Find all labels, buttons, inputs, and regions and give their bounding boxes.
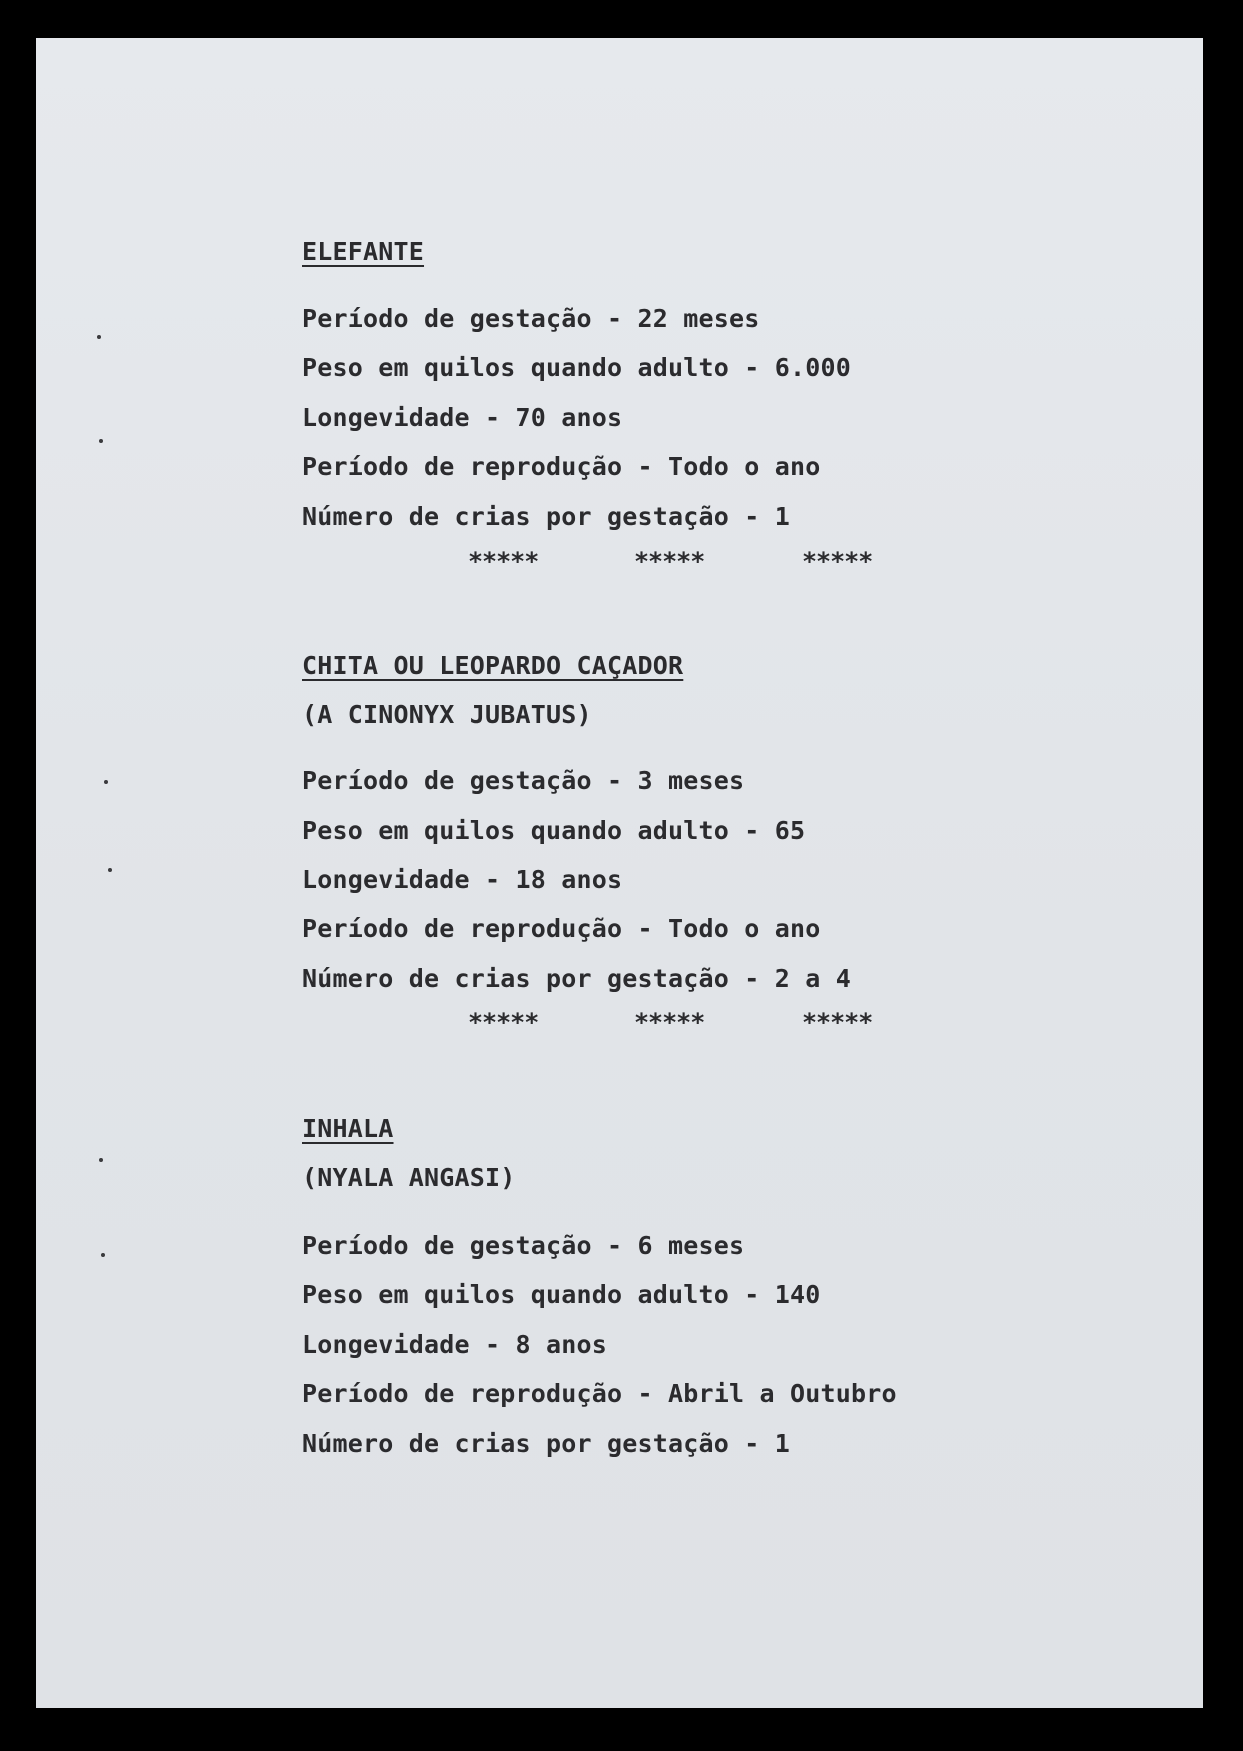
fact-weight: Peso em quilos quando adulto - 65 xyxy=(302,816,806,845)
fact-offspring: Número de crias por gestação - 1 xyxy=(302,1429,791,1458)
section-subtitle-inhala: (NYALA ANGASI) xyxy=(302,1163,516,1192)
star-group: ***** xyxy=(468,547,539,576)
fact-gestation: Período de gestação - 6 meses xyxy=(302,1231,745,1260)
star-group: ***** xyxy=(468,1008,539,1037)
fact-longevity: Longevidade - 18 anos xyxy=(302,865,623,894)
fact-reproduction: Período de reprodução - Abril a Outubro xyxy=(302,1379,897,1408)
margin-speck xyxy=(99,1158,103,1162)
section-title-chita: CHITA OU LEOPARDO CAÇADOR xyxy=(302,651,684,680)
fact-gestation: Período de gestação - 3 meses xyxy=(302,766,745,795)
section-title-inhala: INHALA xyxy=(302,1114,394,1143)
fact-reproduction: Período de reprodução - Todo o ano xyxy=(302,452,821,481)
star-group: ***** xyxy=(802,1008,873,1037)
margin-speck xyxy=(104,780,108,784)
margin-speck xyxy=(101,1253,105,1257)
section-title-elefante: ELEFANTE xyxy=(302,237,425,266)
star-group: ***** xyxy=(634,547,705,576)
fact-reproduction: Período de reprodução - Todo o ano xyxy=(302,914,821,943)
fact-offspring: Número de crias por gestação - 2 a 4 xyxy=(302,964,852,993)
margin-speck xyxy=(99,439,103,443)
fact-weight: Peso em quilos quando adulto - 140 xyxy=(302,1280,821,1309)
margin-speck xyxy=(97,335,101,339)
fact-longevity: Longevidade - 8 anos xyxy=(302,1330,608,1359)
fact-offspring: Número de crias por gestação - 1 xyxy=(302,502,791,531)
fact-gestation: Período de gestação - 22 meses xyxy=(302,304,760,333)
star-group: ***** xyxy=(634,1008,705,1037)
margin-speck xyxy=(108,868,112,872)
star-group: ***** xyxy=(802,547,873,576)
fact-weight: Peso em quilos quando adulto - 6.000 xyxy=(302,353,852,382)
fact-longevity: Longevidade - 70 anos xyxy=(302,403,623,432)
section-subtitle-chita: (A CINONYX JUBATUS) xyxy=(302,700,592,729)
